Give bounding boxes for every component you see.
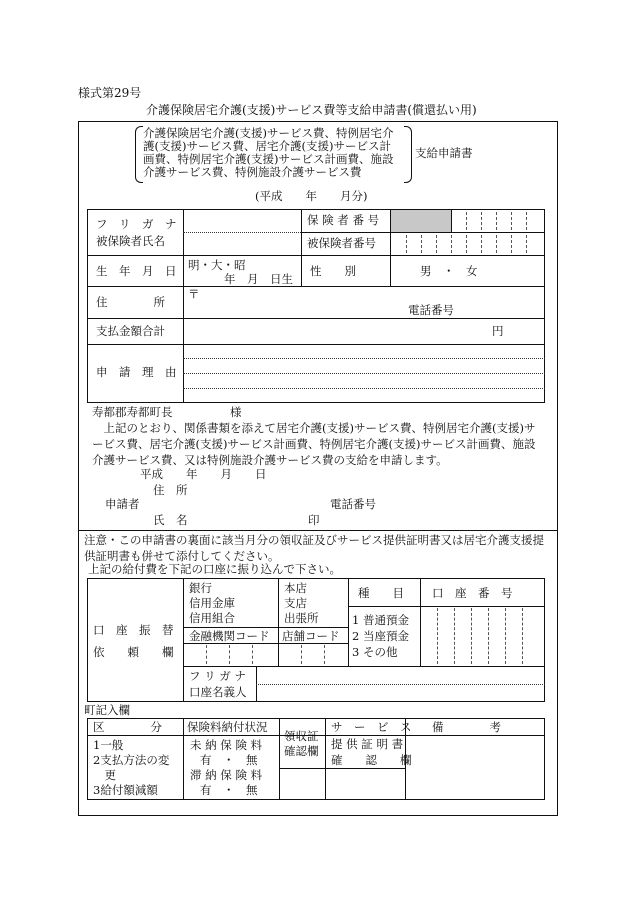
town-col-service-3: 確 認 欄: [331, 753, 412, 767]
addressee: 寿都郡寿都町長 様: [92, 405, 242, 419]
seal-mark: 印: [308, 513, 320, 527]
inst-type-kumiai[interactable]: 信用組合: [189, 611, 235, 625]
payment-total-label: 支払金額合計: [96, 324, 165, 338]
transfer-note: 上記の給付費を下記の口座に振り込んで下さい。: [88, 562, 341, 576]
bracket-right: [404, 126, 412, 183]
town-col-service-2: 提 供 証 明 書: [331, 737, 404, 751]
insurer-number-label: 保 険 者 番 号: [307, 213, 380, 227]
address-label: 住 所: [96, 295, 165, 309]
applicant-label: 申請者: [105, 497, 140, 511]
phone-label: 電話番号: [408, 303, 454, 317]
class-benefit-reduction: 3給付額減額: [93, 783, 158, 797]
insurer-number-shaded: [391, 210, 451, 232]
town-col-service-1: サ ー ビ ス: [331, 720, 412, 734]
branch-code-label: 店舗コード: [282, 629, 340, 643]
class-payment-change: 2支払方法の変: [93, 753, 170, 767]
branch-type-main[interactable]: 本店: [284, 581, 307, 595]
yen-label: 円: [492, 324, 504, 338]
town-col-receipt-1: 領収証: [284, 729, 319, 743]
bracket-line-3: 画費、特例居宅介護(支援)サービス計画費、施設: [143, 152, 394, 166]
bracket-line-4: 介護サービス費、特例施設介護サービス費: [143, 165, 362, 179]
bank-section-label-2: 依 頼 欄: [93, 645, 174, 659]
bracket-line-1: 介護保険居宅介護(支援)サービス費、特例居宅介: [143, 126, 394, 140]
town-col-class: 区 分: [93, 720, 162, 734]
town-section-title: 町記入欄: [84, 703, 130, 717]
account-holder-input[interactable]: [258, 686, 543, 701]
form-title: 介護保険居宅介護(支援)サービス費等支給申請書(償還払い用): [146, 103, 477, 117]
birth-date-label: 生 年 月 日: [96, 264, 177, 278]
furigana-label: フ リ ガ ナ: [96, 217, 177, 231]
overdue-premium-options[interactable]: 有 ・ 無: [200, 783, 258, 797]
insured-name-input[interactable]: [185, 233, 299, 253]
bracket-suffix: 支給申請書: [415, 146, 473, 160]
unpaid-premium-label: 未 納 保 険 料: [190, 738, 263, 752]
account-number-label: 口 座 番 号: [432, 586, 513, 600]
applicant-name-label: 氏 名: [153, 513, 188, 527]
inst-type-shinkin[interactable]: 信用金庫: [189, 596, 235, 610]
class-payment-change-cont: 更: [93, 768, 116, 782]
account-holder-label: 口座名義人: [189, 685, 247, 699]
bracket-left: [135, 126, 143, 183]
class-general: 1一般: [93, 738, 124, 752]
applicant-phone-label: 電話番号: [330, 497, 376, 511]
postal-mark: 〒: [188, 287, 200, 301]
overdue-premium-label: 滞 納 保 険 料: [190, 768, 263, 782]
inst-code-label: 金融機関コード: [189, 629, 270, 643]
period: (平成 年 月分): [255, 189, 368, 203]
account-furigana-label: フ リ ガ ナ: [189, 669, 246, 683]
sex-options[interactable]: 男 ・ 女: [420, 264, 478, 278]
town-col-payment: 保険料納付状況: [187, 720, 268, 734]
account-type-1[interactable]: 1 普通預金: [352, 613, 409, 627]
bracket-line-2: 護(支援)サービス費、居宅介護(支援)サービス計: [143, 139, 391, 153]
town-col-remarks: 備 考: [432, 720, 501, 734]
sex-label: 性 別: [310, 264, 356, 278]
applicant-address-label: 住 所: [153, 483, 188, 497]
attachment-note: 注意・この申請書の裏面に該当月分の領収証及びサービス提供証明書又は居宅介護支援提供証明書も併せて添付してください。: [84, 533, 544, 563]
reason-label: 申 請 理 由: [96, 365, 177, 379]
application-date: 平成 年 月 日: [140, 467, 267, 481]
form-number: 様式第29号: [78, 86, 142, 100]
account-type-3[interactable]: 3 その他: [352, 645, 398, 659]
birth-ymd: 年 月 日生: [224, 272, 293, 286]
account-type-label: 種 目: [358, 586, 404, 600]
insured-number-label: 被保険者番号: [307, 236, 376, 250]
application-body: 上記のとおり、関係書類を添えて居宅介護(支援)サービス費、特例居宅介護(支援)サービス費、居宅介護(支援)サービス計画費、特例居宅介護(支援)サービス計画費、施設介護サービス費、又は特例施設介護サービス費の支給を申請します。: [92, 421, 536, 467]
bank-section-label-1: 口 座 振 替: [93, 623, 174, 637]
insured-name-label: 被保険者氏名: [96, 234, 165, 248]
town-col-receipt-2: 確認欄: [284, 744, 319, 758]
era-options: 明・大・昭: [188, 258, 246, 272]
branch-type-office[interactable]: 出張所: [284, 611, 319, 625]
insured-number-input[interactable]: [391, 233, 544, 254]
account-type-2[interactable]: 2 当座預金: [352, 629, 409, 643]
inst-type-bank[interactable]: 銀行: [189, 581, 212, 595]
unpaid-premium-options[interactable]: 有 ・ 無: [200, 753, 258, 767]
branch-type-branch[interactable]: 支店: [284, 596, 307, 610]
